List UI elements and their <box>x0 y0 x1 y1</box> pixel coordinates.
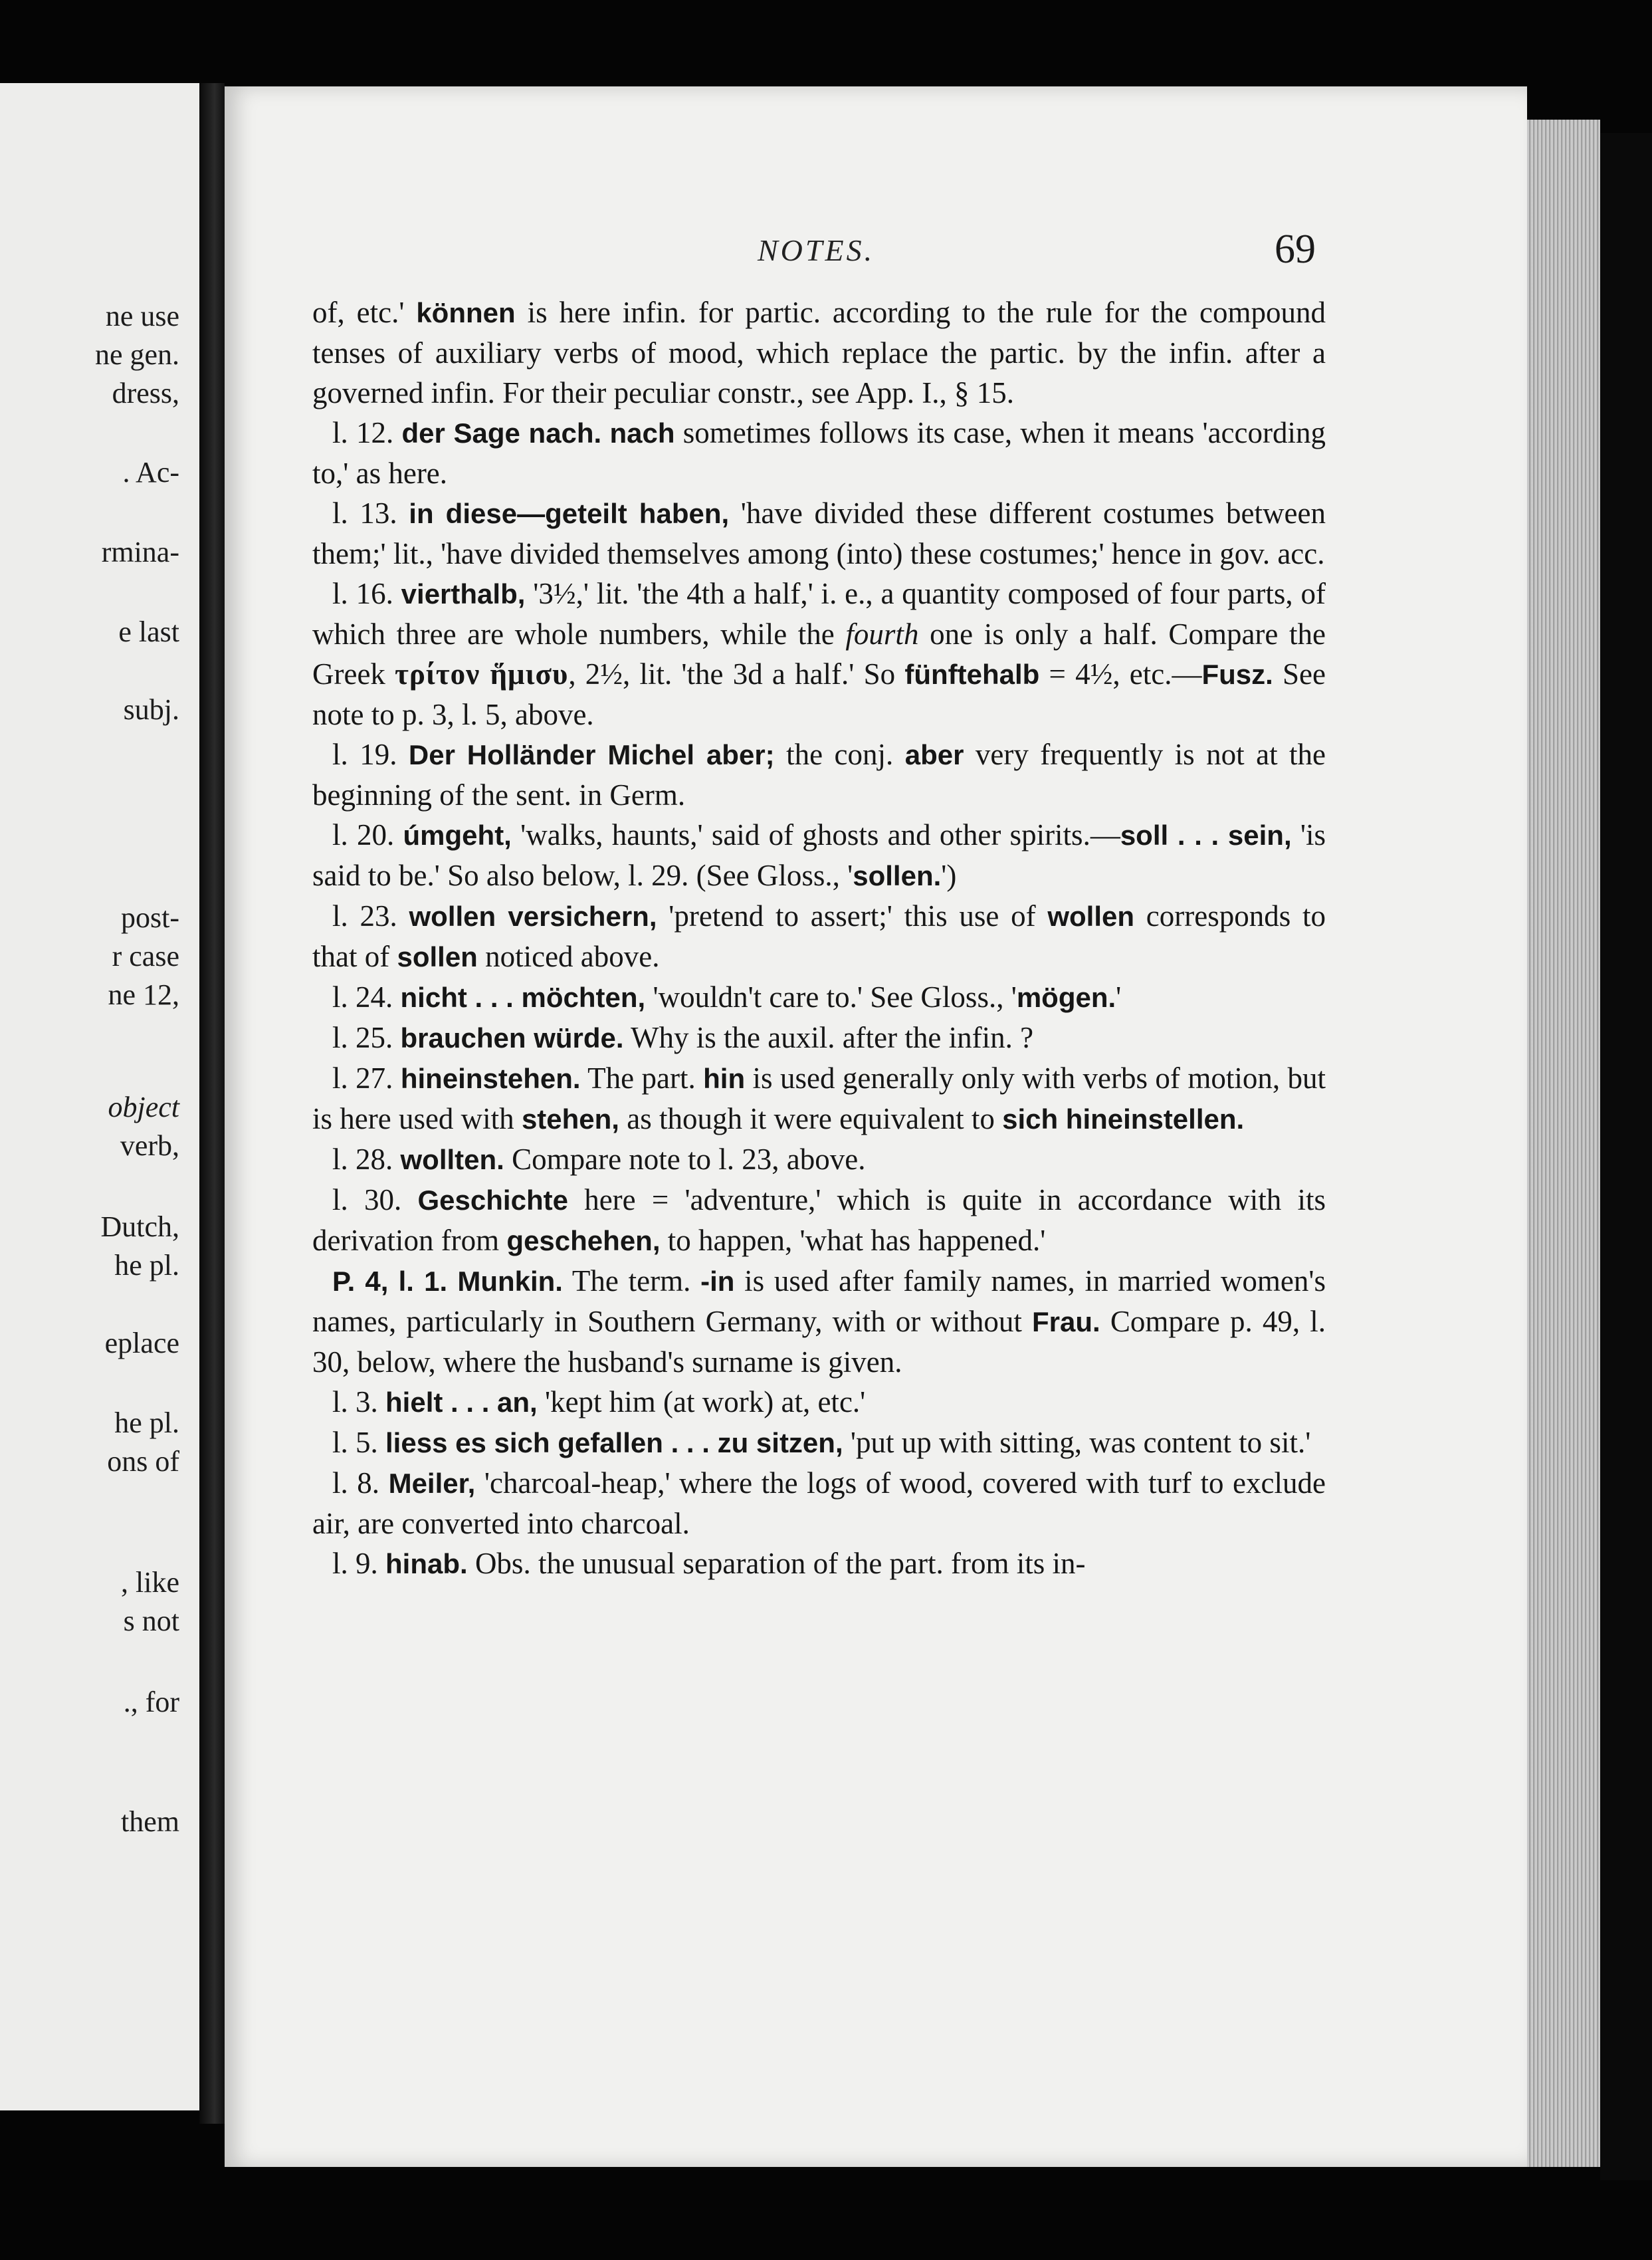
line-ref: l. 23. <box>332 899 409 933</box>
left-page-fragment: e last <box>118 616 179 648</box>
page-number: 69 <box>1275 227 1316 272</box>
line-ref: l. 28. <box>332 1143 401 1176</box>
left-page-fragment: r case <box>112 940 179 972</box>
left-page-fragment: he pl. <box>114 1249 179 1282</box>
line-ref: l. 3. <box>332 1385 386 1418</box>
page-header <box>332 226 1316 279</box>
line-ref: l. 20. <box>332 818 403 851</box>
book-gutter <box>199 83 225 2124</box>
notes-text <box>312 292 1326 1584</box>
line-ref: P. 4, l. 1. <box>332 1266 458 1297</box>
note-paragraph: l. 27. hineinstehen. The part. hin is used generally only with verbs of motion, but is here used with stehen, as though it were equivalent to sich hineinstellen. <box>312 1062 1326 1135</box>
note-paragraph: l. 30. Geschichte here = 'adventure,' which is quite in accordance with its derivation from geschehen, to happen, 'what has happened.' <box>312 1183 1326 1257</box>
note-paragraph: l. 24. nicht . . . möchten, 'wouldn't care to.' See Gloss., 'mögen.' <box>332 980 1122 1014</box>
line-ref: l. 9. <box>332 1547 386 1580</box>
note-paragraph: l. 5. liess es sich gefallen . . . zu sitzen, 'put up with sitting, was content to sit.' <box>332 1426 1311 1459</box>
line-ref: l. 5. <box>332 1426 386 1459</box>
left-page <box>0 83 199 2110</box>
note-paragraph: l. 16. vierthalb, '3½,' lit. 'the 4th a half,' i. e., a quantity composed of four parts, of which three are whole numbers, while the fourth one is only a half. Compare the Greek τρίτον ἥμισυ, 2½, lit. 'the 3d a half.' So fünftehalb = 4½, etc.—Fusz. See note to p. 3, l. 5, above. <box>312 577 1326 731</box>
note-paragraph: l. 23. wollen versichern, 'pretend to assert;' this use of wollen corresponds to that of sollen noticed above. <box>312 899 1326 973</box>
note-paragraph: l. 28. wollten. Compare note to l. 23, above. <box>332 1143 866 1176</box>
left-page-fragment: ne gen. <box>94 338 179 371</box>
note-paragraph: P. 4, l. 1. Munkin. The term. -in is used after family names, in married women's names, particularly in Southern Germany, with or without Frau. Compare p. 49, l. 30, below, where the husband's surname is given. <box>312 1264 1326 1379</box>
page-edges <box>1527 120 1600 2167</box>
left-page-fragment: ne 12, <box>108 978 179 1011</box>
line-ref: l. 16. <box>332 577 401 610</box>
left-page-fragment: verb, <box>120 1129 179 1162</box>
line-ref: l. 8. <box>332 1466 389 1500</box>
left-page-fragment: them <box>121 1805 179 1838</box>
running-head: NOTES. <box>758 233 875 267</box>
left-page-fragment: rmina- <box>101 536 179 568</box>
note-paragraph: of, etc.' können is here infin. for partic. according to the rule for the compound tenses of auxiliary verbs of mood, which replace the partic. by the infin. after a governed infin. For their peculiar constr., see App. I., § 15. <box>312 296 1326 409</box>
note-paragraph: l. 12. der Sage nach. nach sometimes follows its case, when it means 'according to,' as here. <box>312 416 1326 490</box>
line-ref: l. 27. <box>332 1062 401 1095</box>
left-page-fragment: s not <box>123 1605 179 1637</box>
line-ref: l. 12. <box>332 416 402 449</box>
left-page-fragment: subj. <box>123 693 179 726</box>
left-page-fragment: . Ac- <box>122 456 179 489</box>
left-page-fragment: dress, <box>112 377 179 409</box>
note-paragraph: l. 13. in diese—geteilt haben, 'have divided these different costumes between them;' lit., 'have divided themselves among (into) these costumes;' hence in gov. acc. <box>312 497 1326 570</box>
line-ref: l. 30. <box>332 1183 418 1216</box>
left-page-fragment: post- <box>121 901 179 934</box>
left-page-fragment: Dutch, <box>100 1210 179 1243</box>
left-page-fragment: ne use <box>105 300 179 332</box>
book-cover-edge <box>1600 133 1652 2180</box>
line-ref: l. 19. <box>332 738 409 771</box>
note-paragraph: l. 19. Der Holländer Michel aber; the conj. aber very frequently is not at the beginning of the sent. in Germ. <box>312 738 1326 812</box>
left-page-fragment: ons of <box>107 1445 179 1478</box>
note-paragraph: l. 8. Meiler, 'charcoal-heap,' where the logs of wood, covered with turf to exclude air, are converted into charcoal. <box>312 1466 1326 1540</box>
line-ref: l. 24. <box>332 980 401 1014</box>
left-page-fragment: object <box>108 1091 179 1123</box>
left-page-fragment: , like <box>121 1566 179 1599</box>
left-page-fragment: ., for <box>123 1686 179 1718</box>
left-page-fragment: he pl. <box>114 1407 179 1439</box>
line-ref: l. 13. <box>332 497 409 530</box>
left-page-fragment: eplace <box>104 1327 179 1359</box>
note-paragraph: l. 20. úmgeht, 'walks, haunts,' said of ghosts and other spirits.—soll . . . sein, 'is said to be.' So also below, l. 29. (See Gloss., 'sollen.') <box>312 818 1326 892</box>
note-paragraph: l. 9. hinab. Obs. the unusual separation of the part. from its in- <box>332 1547 1086 1580</box>
line-ref: l. 25. <box>332 1021 401 1054</box>
note-paragraph: l. 25. brauchen würde. Why is the auxil. after the infin. ? <box>332 1021 1034 1054</box>
note-paragraph: l. 3. hielt . . . an, 'kept him (at work) at, etc.' <box>332 1385 866 1418</box>
